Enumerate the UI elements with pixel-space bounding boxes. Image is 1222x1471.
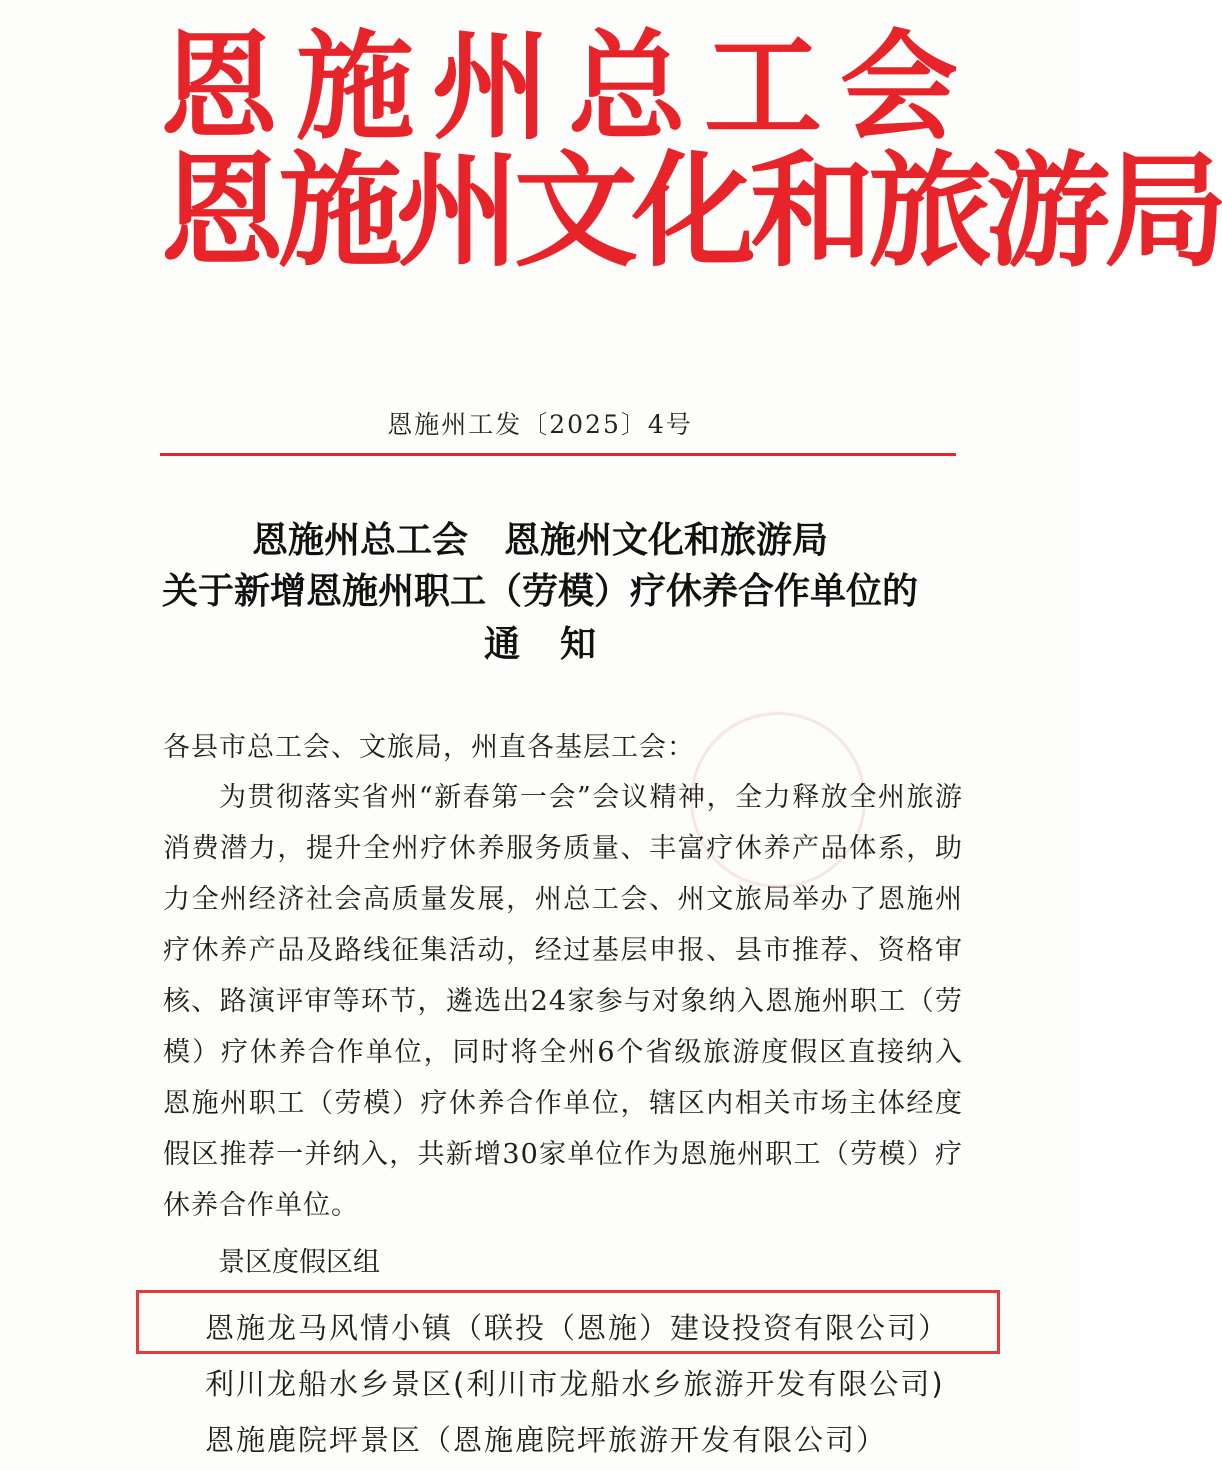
issuer-header-line2: 恩施州文化和旅游局 [160,140,1222,284]
body-paragraph: 为贯彻落实省州“新春第一会”会议精神，全力释放全州旅游消费潜力，提升全州疗休养服务质量、丰富疗休养产品体系，助力全州经济社会高质量发展，州总工会、州文旅局举办了恩施州疗休养产品及路线征集活动，经过基层申报、县市推荐、资格审核、路演评审等环节，遴选出24家参与对象纳入恩施州职工（劳模）疗休养合作单位，同时将全州6个省级旅游度假区直接纳入恩施州职工（劳模）疗休养合作单位，辖区内相关市场主体经度假区推荐一并纳入，共新增30家单位作为恩施州职工（劳模）疗休养合作单位。 [163,782,963,1221]
document-title-line3: 通知 [483,623,636,665]
unit-list [205,1300,1005,1468]
salutation: 各县市总工会、文旅局，州直各基层工会： [163,732,695,763]
list-item: 恩施鹿院坪景区（恩施鹿院坪旅游开发有限公司） [205,1423,888,1457]
document-title-line2: 关于新增恩施州职工（劳模）疗休养合作单位的 [161,570,918,612]
group-heading: 景区度假区组 [218,1247,380,1278]
list-item: 恩施龙马风情小镇（联投（恩施）建设投资有限公司） [205,1311,950,1345]
list-item: 利川龙船水乡景区(利川市龙船水乡旅游开发有限公司) [205,1367,945,1401]
red-divider-line [160,453,956,456]
document-number: 恩施州工发〔2025〕4号 [387,410,693,439]
issuer-header-line1: 恩施州总工会 [160,18,977,156]
document-title-line1: 恩施州总工会 恩施州文化和旅游局 [251,519,828,561]
